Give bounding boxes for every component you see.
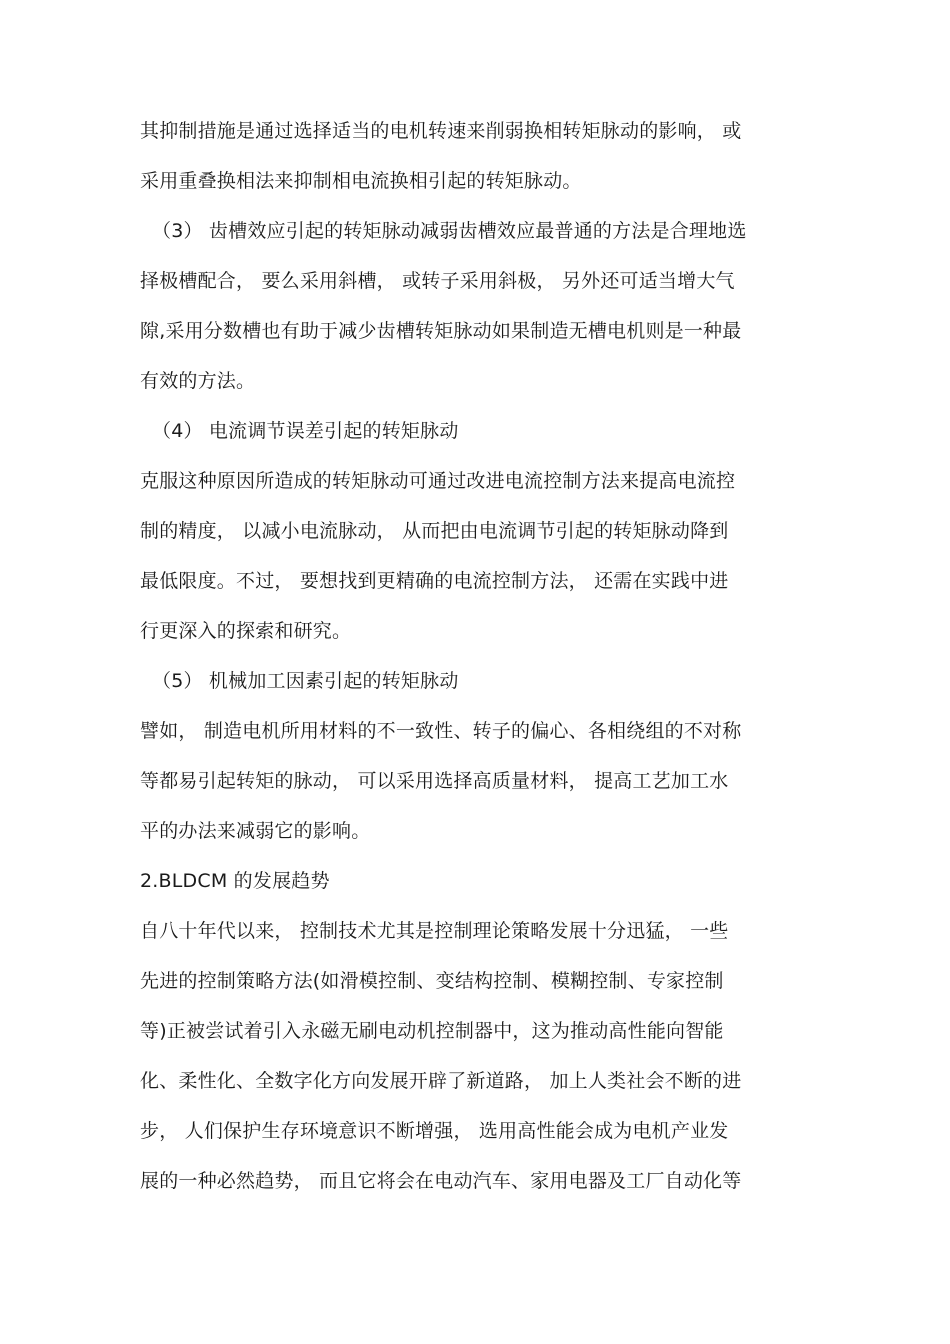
text-line: 有效的方法。 <box>140 370 256 392</box>
text-line: 其抑制措施是通过选择适当的电机转速来削弱换相转矩脉动的影响， 或 <box>140 120 742 142</box>
text-line: 制的精度， 以减小电流脉动， 从而把由电流调节引起的转矩脉动降到 <box>140 520 729 542</box>
list-item-heading: （3） 齿槽效应引起的转矩脉动减弱齿槽效应最普通的方法是合理地选 <box>152 220 747 242</box>
text-line: 步， 人们保护生存环境意识不断增强， 选用高性能会成为电机产业发 <box>140 1120 729 1142</box>
list-item-heading: （5） 机械加工因素引起的转矩脉动 <box>152 670 459 692</box>
text-line: 等)正被尝试着引入永磁无刷电动机控制器中，这为推动高性能向智能 <box>140 1020 724 1042</box>
text-line: 最低限度。不过， 要想找到更精确的电流控制方法， 还需在实践中进 <box>140 570 729 592</box>
list-item-heading: （4） 电流调节误差引起的转矩脉动 <box>152 420 459 442</box>
text-line: 等都易引起转矩的脉动， 可以采用选择高质量材料， 提高工艺加工水 <box>140 770 729 792</box>
text-line: 采用重叠换相法来抑制相电流换相引起的转矩脉动。 <box>140 170 582 192</box>
text-line: 化、柔性化、全数字化方向发展开辟了新道路， 加上人类社会不断的进 <box>140 1070 742 1092</box>
text-line: 自八十年代以来， 控制技术尤其是控制理论策略发展十分迅猛， 一些 <box>140 920 729 942</box>
text-line: 隙,采用分数槽也有助于减少齿槽转矩脉动如果制造无槽电机则是一种最 <box>140 320 742 342</box>
text-line: 择极槽配合， 要么采用斜槽， 或转子采用斜极， 另外还可适当增大气 <box>140 270 735 292</box>
document-body <box>140 106 810 1206</box>
text-line: 克服这种原因所造成的转矩脉动可通过改进电流控制方法来提高电流控 <box>140 470 736 492</box>
text-line: 平的办法来减弱它的影响。 <box>140 820 371 842</box>
text-line: 行更深入的探索和研究。 <box>140 620 352 642</box>
text-line: 譬如， 制造电机所用材料的不一致性、转子的偏心、各相绕组的不对称 <box>140 720 742 742</box>
text-line: 展的一种必然趋势， 而且它将会在电动汽车、家用电器及工厂自动化等 <box>140 1170 742 1192</box>
section-heading: 2.BLDCM 的发展趋势 <box>140 870 330 892</box>
text-line: 先进的控制策略方法(如滑模控制、变结构控制、模糊控制、专家控制 <box>140 970 724 992</box>
